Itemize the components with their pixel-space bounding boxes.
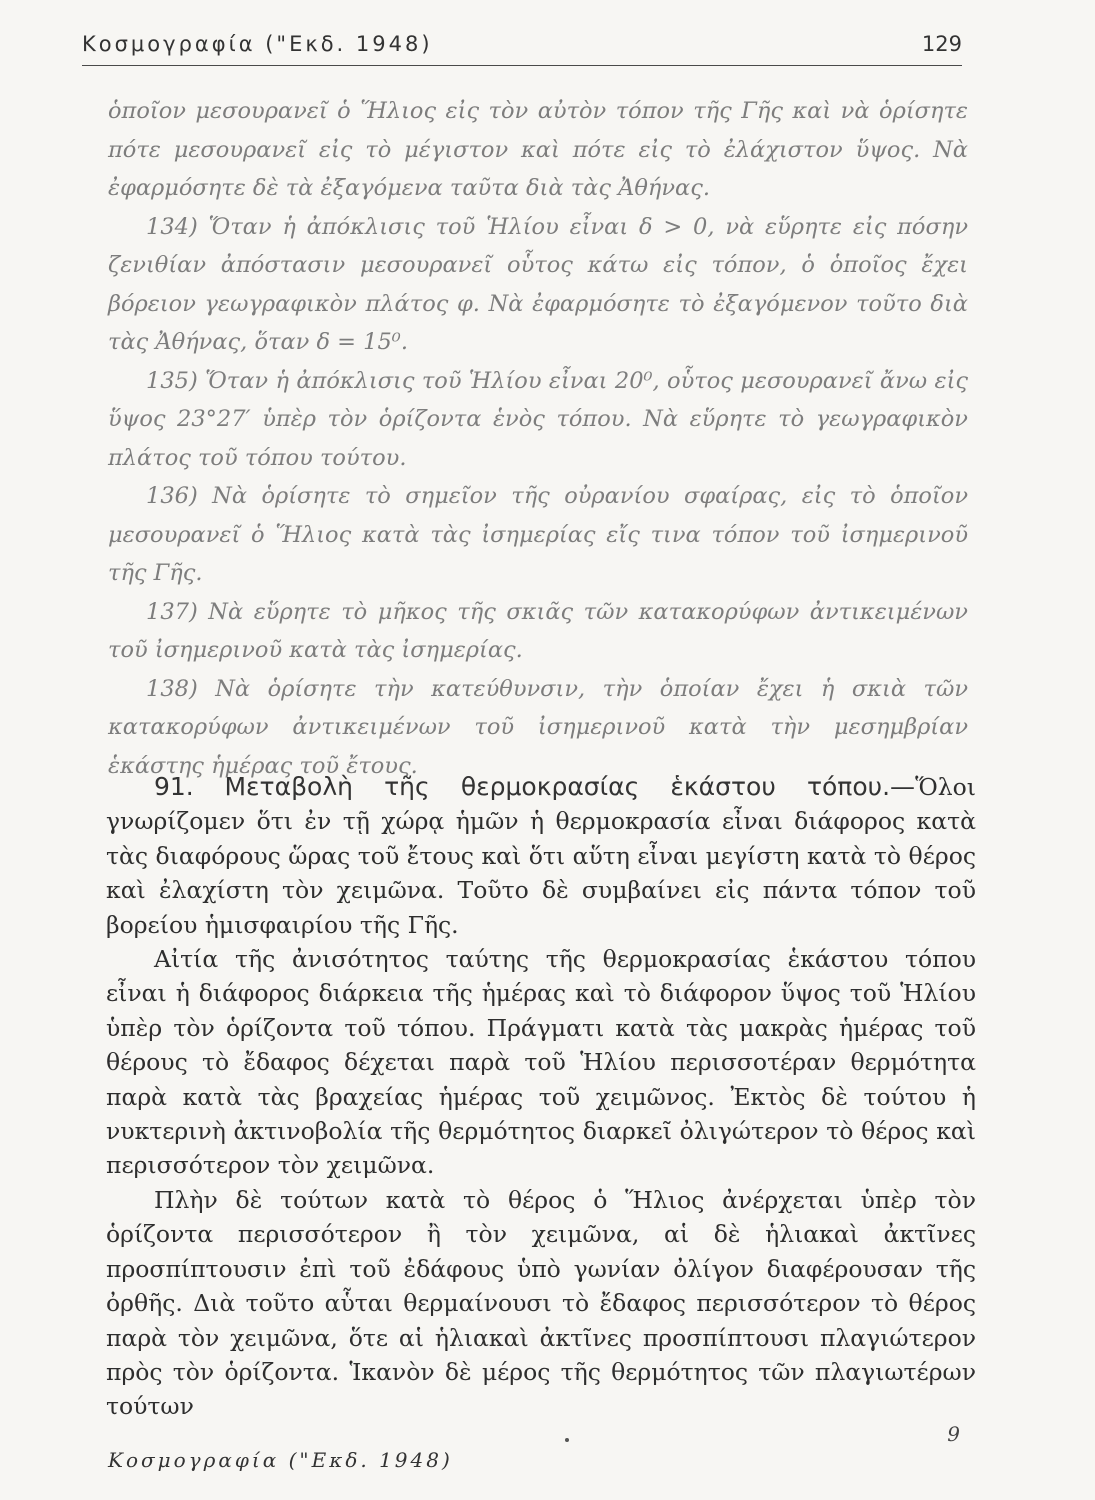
exercise-134: 134) Ὅταν ἡ ἀπόκλισις τοῦ Ἡλίου εἶναι δ > 0, νὰ εὕρητε εἰς πόσην ζενιθίαν ἀπόστασιν μεσουρανεῖ οὗτος κάτω εἰς τόπον, ὁ ὁποῖος ἔχει βόρειον γεωγραφικὸν πλάτος φ. Νὰ ἐφαρμόσητε τὸ ἐξαγόμενον τοῦτο διὰ τὰς Ἀθήνας, ὅταν δ = 15⁰.	[108, 213, 968, 355]
paragraph-2: Αἰτία τῆς ἀνισότητος ταύτης τῆς θερμοκρασίας ἑκάστου τόπου εἶναι ἡ διάφορος διάρκεια τῆς ἡμέρας καὶ τὸ διάφορον ὕψος τοῦ Ἡλίου ὑπὲρ τὸν ὁρίζοντα τοῦ τόπου. Πράγματι κατὰ τὰς μακρὰς ἡμέρας τοῦ θέρους τὸ ἔδαφος δέχεται παρὰ τοῦ Ἡλίου περισσοτέραν θερμότητα παρὰ κατὰ τὰς βραχείας ἡμέρας τοῦ χειμῶνος. Ἐκτὸς δὲ τούτου ἡ νυκτερινὴ ἀκτινοβολία τῆς θερμότητος διαρκεῖ ὀλιγώτερον τὸ θέρος καὶ περισσότερον τὸν χειμῶνα.	[106, 945, 976, 1180]
signature-title: Κοσμογραφία ("Εκδ. 1948)	[108, 1448, 453, 1472]
exercise-continuation: ὁποῖον μεσουρανεῖ ὁ Ἥλιος εἰς τὸν αὐτὸν τόπον τῆς Γῆς καὶ νὰ ὁρίσητε πότε μεσουρανεῖ εἰς τὸ μέγιστον καὶ πότε εἰς τὸ ἐλάχιστον ὕψος. Νὰ ἐφαρμόσητε δὲ τὰ ἐξαγόμενα ταῦτα διὰ τὰς Ἀθήνας.	[108, 98, 968, 201]
print-dot	[565, 1438, 569, 1442]
running-title: Κοσμογραφία ("Εκδ. 1948)	[82, 32, 433, 56]
exercise-137: 137) Νὰ εὕρητε τὸ μῆκος τῆς σκιᾶς τῶν κατακορύφων ἀντικειμένων τοῦ ἰσημερινοῦ κατὰ τὰς ἰσημερίας.	[108, 598, 968, 663]
section-number: 91.	[154, 772, 194, 801]
section-heading: Μεταβολὴ τῆς θερμοκρασίας ἑκάστου τόπου.—	[224, 772, 916, 801]
paragraph-3: Πλὴν δὲ τούτων κατὰ τὸ θέρος ὁ Ἥλιος ἀνέρχεται ὑπὲρ τὸν ὁρίζοντα περισσότερον ἢ τὸν χειμῶνα, αἱ δὲ ἡλιακαὶ ἀκτῖνες προσπίπτουσιν ἐπὶ τοῦ ἐδάφους ὑπὸ γωνίαν ὀλίγον διαφέρουσαν τῆς ὀρθῆς. Διὰ τοῦτο αὗται θερμαίνουσι τὸ ἔδαφος περισσότερον τὸ θέρος παρὰ τὸν χειμῶνα, ὅτε αἱ ἡλιακαὶ ἀκτῖνες προσπίπτουσι πλαγιώτερον πρὸς τὸν ὁρίζοντα. Ἱκανὸν δὲ μέρος τῆς θερμότητος τῶν πλαγιωτέρων τούτων	[106, 1185, 976, 1421]
exercise-138: 138) Νὰ ὁρίσητε τὴν κατεύθυνσιν, τὴν ὁποίαν ἔχει ἡ σκιὰ τῶν κατακορύφων ἀντικειμένων τοῦ ἰσημερινοῦ κατὰ τὴν μεσημβρίαν ἑκάστης ἡμέρας τοῦ ἔτους.	[108, 675, 968, 779]
signature-number: 9	[947, 1422, 960, 1446]
section-body	[106, 770, 976, 1424]
page-number: 129	[921, 32, 962, 56]
exercise-136: 136) Νὰ ὁρίσητε τὸ σημεῖον τῆς οὐρανίου σφαίρας, εἰς τὸ ὁποῖον μεσουρανεῖ ὁ Ἥλιος κατὰ τὰς ἰσημερίας εἴς τινα τόπον τοῦ ἰσημερινοῦ τῆς Γῆς.	[108, 483, 968, 586]
running-head	[82, 30, 962, 66]
section-first-paragraph	[106, 770, 976, 942]
printer-signature	[108, 1422, 968, 1482]
exercise-list	[108, 92, 968, 785]
exercise-135: 135) Ὅταν ἡ ἀπόκλισις τοῦ Ἡλίου εἶναι 20⁰, οὗτος μεσουρανεῖ ἄνω εἰς ὕψος 23°27′ ὑπὲρ τὸν ὁρίζοντα ἑνὸς τόπου. Νὰ εὕρητε τὸ γεωγραφικὸν πλάτος τοῦ τόπου τούτου.	[108, 367, 968, 471]
paragraph-1: Ὅλοι γνωρίζομεν ὅτι ἐν τῇ χώρᾳ ἡμῶν ἡ θερμοκρασία εἶναι διάφορος κατὰ τὰς διαφόρους ὥρας τοῦ ἔτους καὶ ὅτι αὕτη εἶναι μεγίστη κατὰ τὸ θέρος καὶ ἐλαχίστη τὸν χειμῶνα. Τοῦτο δὲ συμβαίνει εἰς πάντα τόπον τοῦ βορείου ἡμισφαιρίου τῆς Γῆς.	[106, 773, 976, 939]
